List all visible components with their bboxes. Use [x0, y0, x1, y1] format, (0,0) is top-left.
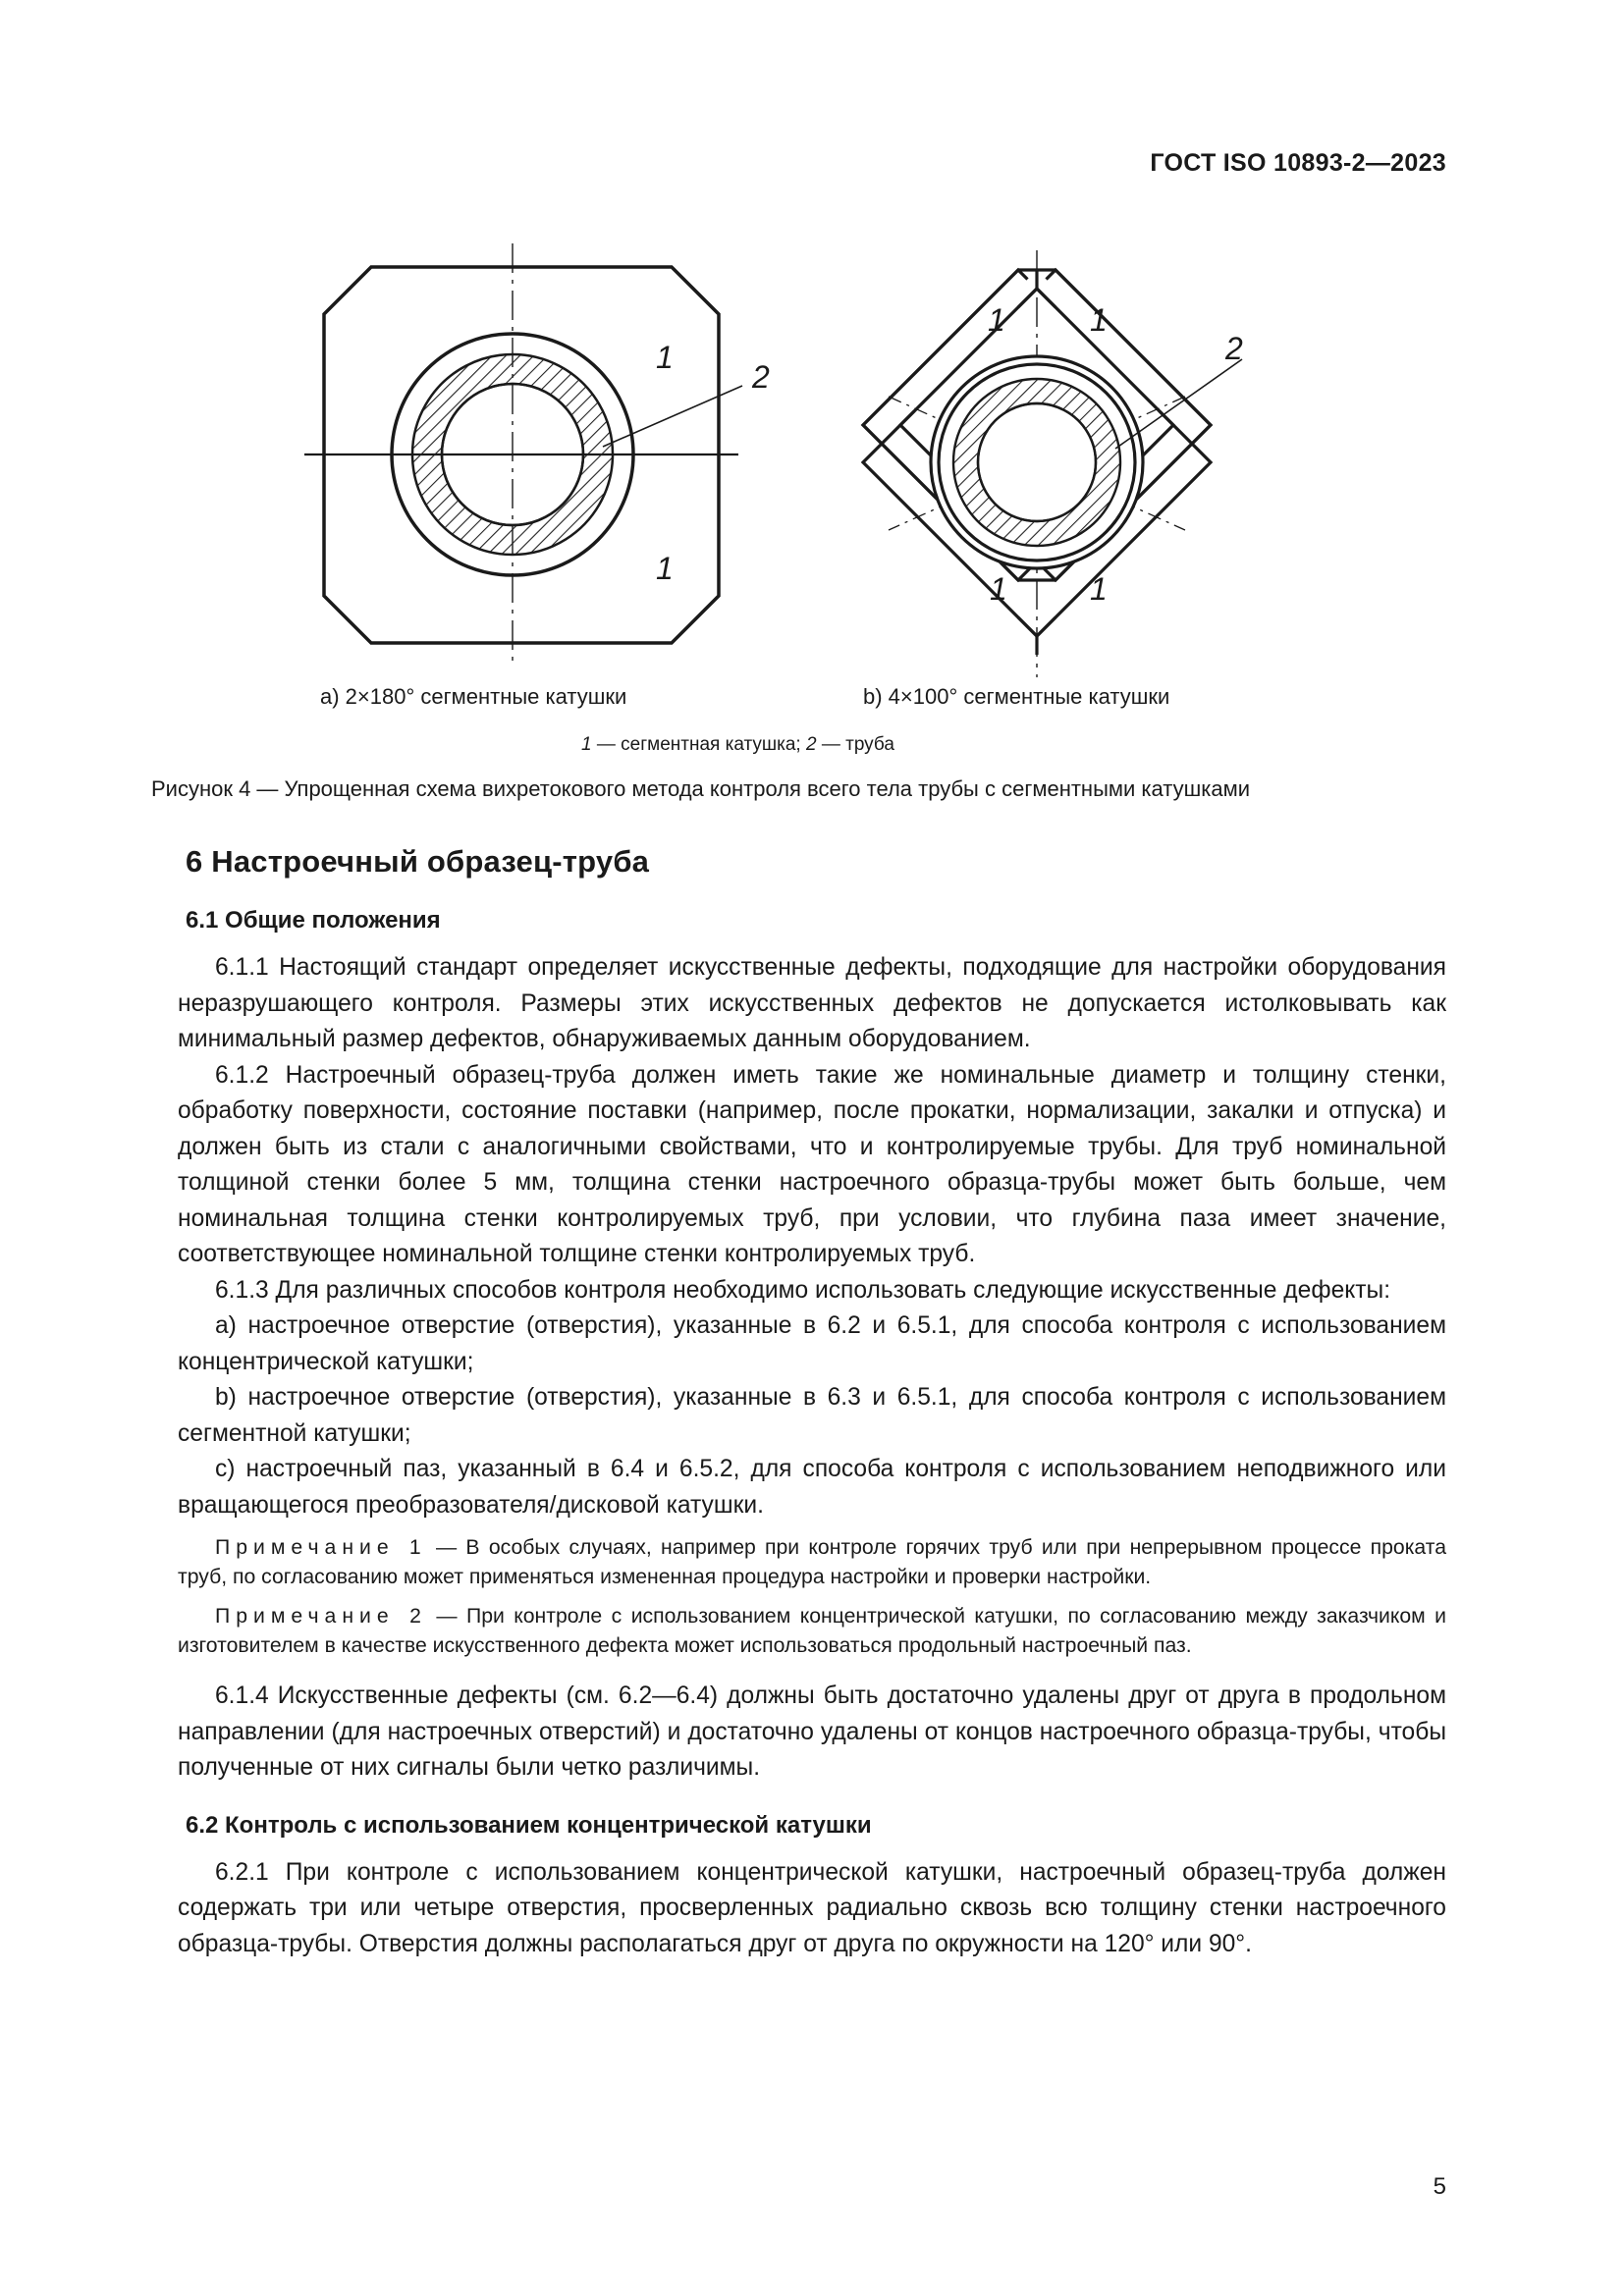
- figure-legend: 1 — сегментная катушка; 2 — труба: [581, 734, 894, 755]
- section-6-2-heading: 6.2 Контроль с использованием концентрической катушки: [186, 1811, 872, 1839]
- label-coil-b-2: 1: [1090, 302, 1108, 338]
- page-number: 5: [1433, 2173, 1446, 2200]
- subcaption-b: b) 4×100° сегментные катушки: [863, 684, 1170, 709]
- section-6-1-heading: 6.1 Общие положения: [186, 907, 441, 934]
- label-coil-a-bottom: 1: [656, 551, 674, 586]
- paragraph-6-1-1: 6.1.1 Настоящий стандарт определяет искусственные дефекты, подходящие для настройки оборудования неразрушающего контроля. Размеры этих искусственных дефектов не допускается истолковывать как минимальный размер дефектов, обнаруживаемых данным оборудованием.: [178, 954, 1446, 1052]
- figure-drawing: [0, 0, 1624, 785]
- main-text: [178, 844, 1446, 1962]
- document-header: ГОСТ ISO 10893-2—2023: [1150, 149, 1446, 177]
- figure-4: [0, 0, 1624, 801]
- leader-2-a: [603, 386, 742, 447]
- label-coil-b-3: 1: [990, 571, 1007, 607]
- label-coil-b-4: 1: [1090, 571, 1108, 607]
- paragraph-6-1-2: 6.1.2 Настроечный образец-труба должен иметь такие же номинальные диаметр и толщину стенки, обработку поверхности, состояние поставки (например, после прокатки, нормализации, закалки и отпуска) и должен быть из стали с аналогичными свойствами, что и контролируемые трубы. Для труб номинальной толщиной стенки более 5 мм, толщина стенки настроечного образца-трубы может быть больше, чем номинальная толщина стенки контролируемых труб, при условии, что глубина паза имеет значение, соответствующее номинальной толщине стенки контролируемых труб.: [178, 1061, 1446, 1267]
- note-1: Примечание 1 — В особых случаях, например при контроле горячих труб или при непрерывном процессе проката труб, по согласованию может применяться измененная процедура настройки и проверки настройки.: [178, 1536, 1446, 1588]
- diagram-b: [863, 250, 1242, 677]
- paragraph-6-1-4: 6.1.4 Искусственные дефекты (см. 6.2—6.4) должны быть достаточно удалены друг от друга в продольном направлении (для настроечных отверстий) и достаточно удалены от концов настроечного образца-трубы, чтобы полученные от них сигналы были четко различимы.: [178, 1682, 1446, 1781]
- note-2: Примечание 2 — При контроле с использованием концентрической катушки, по согласованию между заказчиком и изготовителем в качестве искусственного дефекта может использоваться продольный настроечный паз.: [178, 1605, 1446, 1657]
- list-item-b: b) настроечное отверстие (отверстия), указанные в 6.3 и 6.5.1, для способа контроля с использованием сегментной катушки;: [178, 1384, 1446, 1447]
- paragraph-6-2-1: 6.2.1 При контроле с использованием концентрической катушки, настроечный образец-труба должен содержать три или четыре отверстия, просверленных радиально сквозь всю толщину стенки настроечного образца-трубы. Отверстия должны располагаться друг от друга по окружности на 120° или 90°.: [178, 1858, 1446, 1957]
- list-item-c: c) настроечный паз, указанный в 6.4 и 6.5.2, для способа контроля с использованием неподвижного или вращающегося преобразователя/дисковой катушки.: [178, 1456, 1446, 1519]
- subcaption-a: a) 2×180° сегментные катушки: [320, 684, 627, 709]
- label-coil-a-top: 1: [656, 340, 674, 375]
- section-6-heading: 6 Настроечный образец-труба: [186, 844, 650, 879]
- label-tube-b: 2: [1225, 331, 1243, 366]
- label-coil-b-1: 1: [988, 302, 1005, 338]
- figure-title: Рисунок 4 — Упрощенная схема вихретокового метода контроля всего тела трубы с сегментными катушками: [151, 776, 1251, 801]
- list-item-a: a) настроечное отверстие (отверстия), указанные в 6.2 и 6.5.1, для способа контроля с использованием концентрической катушки;: [178, 1312, 1446, 1375]
- label-tube-a: 2: [752, 359, 770, 395]
- diagram-a: [304, 243, 742, 667]
- paragraph-6-1-3: 6.1.3 Для различных способов контроля необходимо использовать следующие искусственные дефекты:: [215, 1276, 1391, 1304]
